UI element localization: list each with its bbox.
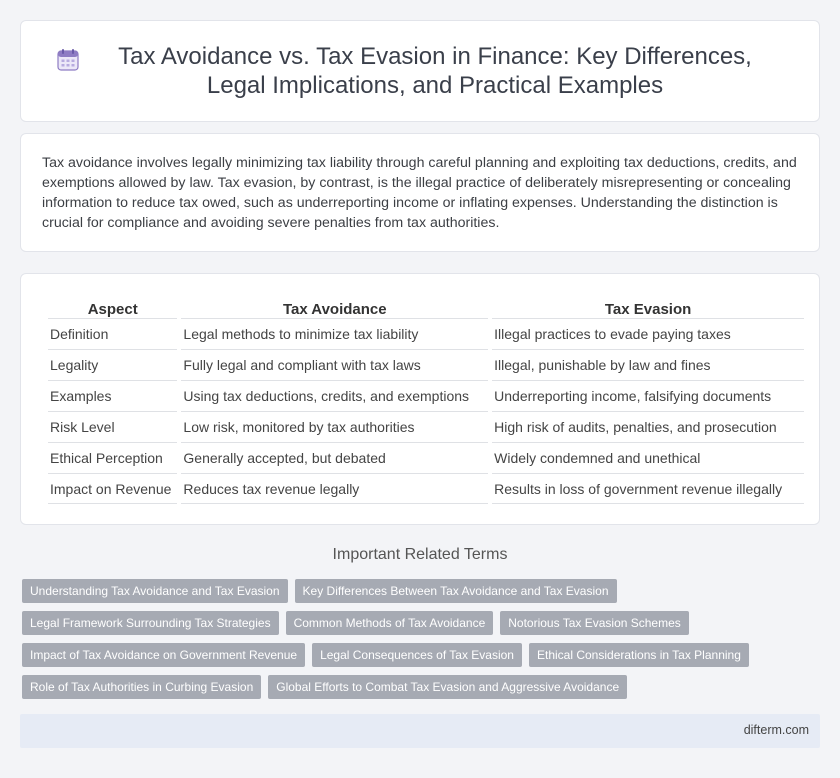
- comparison-table: [44, 297, 808, 504]
- row-label: Risk Level: [48, 411, 177, 442]
- table-row: [48, 380, 804, 411]
- site-link[interactable]: difterm.com: [743, 723, 809, 737]
- related-term-tag[interactable]: Impact of Tax Avoidance on Government Revenue: [22, 643, 305, 667]
- row-label: Definition: [48, 318, 177, 349]
- tax-avoidance-cell: Legal methods to minimize tax liability: [181, 318, 488, 349]
- column-header-tax-avoidance: Tax Avoidance: [282, 301, 387, 318]
- row-label: Impact on Revenue: [48, 473, 177, 504]
- footer: [20, 714, 820, 748]
- table-row: [48, 473, 804, 504]
- related-term-tag[interactable]: Role of Tax Authorities in Curbing Evasion: [22, 675, 261, 699]
- row-label: Examples: [48, 380, 177, 411]
- related-term-tag[interactable]: Legal Consequences of Tax Evasion: [312, 643, 522, 667]
- tax-evasion-cell: Widely condemned and unethical: [492, 442, 804, 473]
- table-row: [48, 442, 804, 473]
- table-row: [48, 318, 804, 349]
- column-header-aspect: Aspect: [87, 301, 138, 318]
- related-terms-list: [22, 579, 822, 707]
- intro-card: [20, 133, 820, 252]
- tag-row: [22, 611, 822, 635]
- intro-paragraph: Tax avoidance involves legally minimizing tax liability through careful planning and exploiting tax deductions, credits, and exemptions allowed by law. Tax evasion, by contrast, is the illegal practice of deliberately misrepresenting or concealing information to reduce tax owed, such as underreporting income or inflating expenses. Understanding the distinction is crucial for compliance and avoiding severe penalties from tax authorities.: [42, 155, 797, 231]
- header-card: [20, 20, 820, 122]
- row-label: Legality: [48, 349, 177, 380]
- related-terms-heading: Important Related Terms: [332, 546, 508, 563]
- tax-avoidance-cell: Reduces tax revenue legally: [181, 473, 488, 504]
- related-term-tag[interactable]: Key Differences Between Tax Avoidance and Tax Evasion: [295, 579, 617, 603]
- related-term-tag[interactable]: Notorious Tax Evasion Schemes: [500, 611, 689, 635]
- tax-evasion-cell: Illegal practices to evade paying taxes: [492, 318, 804, 349]
- tag-row: [22, 579, 822, 603]
- related-term-tag[interactable]: Global Efforts to Combat Tax Evasion and Aggressive Avoidance: [268, 675, 627, 699]
- tax-evasion-cell: Results in loss of government revenue illegally: [492, 473, 804, 504]
- page-title: Tax Avoidance vs. Tax Evasion in Finance: Key Differences, Legal Implications, and Practical Examples: [118, 43, 752, 99]
- tag-row: [22, 643, 822, 667]
- related-term-tag[interactable]: Common Methods of Tax Avoidance: [286, 611, 494, 635]
- tax-evasion-cell: Illegal, punishable by law and fines: [492, 349, 804, 380]
- related-term-tag[interactable]: Understanding Tax Avoidance and Tax Evasion: [22, 579, 288, 603]
- related-term-tag[interactable]: Ethical Considerations in Tax Planning: [529, 643, 749, 667]
- tax-evasion-cell: Underreporting income, falsifying documents: [492, 380, 804, 411]
- table-header-row: [48, 297, 804, 318]
- tax-avoidance-cell: Low risk, monitored by tax authorities: [181, 411, 488, 442]
- table-row: [48, 411, 804, 442]
- tax-evasion-cell: High risk of audits, penalties, and prosecution: [492, 411, 804, 442]
- related-term-tag[interactable]: Legal Framework Surrounding Tax Strategies: [22, 611, 279, 635]
- tax-avoidance-cell: Using tax deductions, credits, and exemptions: [181, 380, 488, 411]
- comparison-table-card: [20, 273, 820, 525]
- tag-row: [22, 675, 822, 699]
- tax-avoidance-cell: Fully legal and compliant with tax laws: [181, 349, 488, 380]
- table-row: [48, 349, 804, 380]
- column-header-tax-evasion: Tax Evasion: [604, 301, 692, 318]
- row-label: Ethical Perception: [48, 442, 177, 473]
- tax-avoidance-cell: Generally accepted, but debated: [181, 442, 488, 473]
